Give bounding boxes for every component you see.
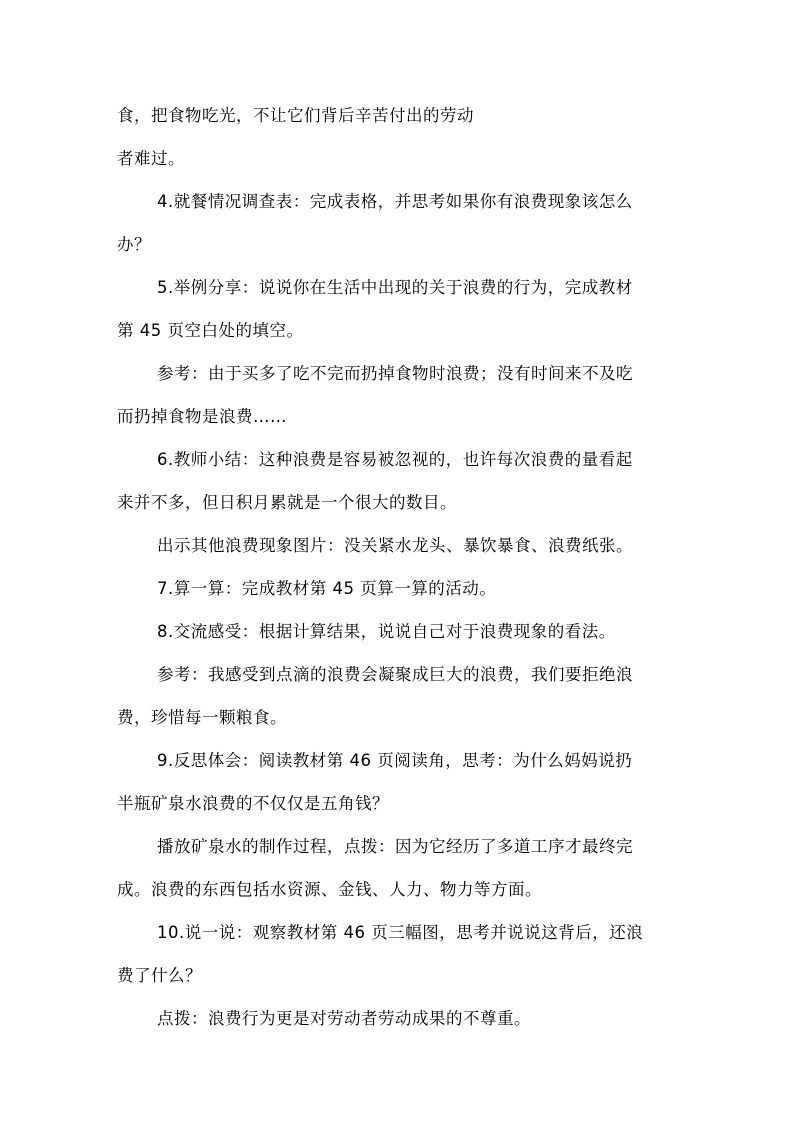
text-line-1: 食，把食物吃光，不让它们背后辛苦付出的劳动: [117, 106, 474, 125]
item-4-line-2: 办？: [117, 235, 151, 254]
video-hint-line-1: 播放矿泉水的制作过程，点拨：因为它经历了多道工序才最终完: [157, 837, 633, 856]
hint-line: 点拨：浪费行为更是对劳动者劳动成果的不尊重。: [157, 1009, 531, 1028]
item-6-line-2: 来并不多，但日积月累就是一个很大的数目。: [117, 493, 457, 512]
item-6-line-1: 6.教师小结：这种浪费是容易被忽视的，也许每次浪费的量看起: [157, 450, 633, 469]
item-7-line: 7.算一算：完成教材第 45 页算一算的活动。: [157, 579, 497, 598]
reference-2-line-2: 费，珍惜每一颗粮食。: [117, 708, 287, 727]
item-10-line-2: 费了什么？: [117, 966, 202, 985]
item-8-line: 8.交流感受：根据计算结果，说说自己对于浪费现象的看法。: [157, 622, 616, 641]
item-10-line-1: 10.说一说：观察教材第 46 页三幅图，思考并说说这背后，还浪: [157, 923, 644, 942]
text-line-2: 者难过。: [117, 149, 185, 168]
other-waste-images-line: 出示其他浪费现象图片：没关紧水龙头、暴饮暴食、浪费纸张。: [157, 536, 633, 555]
item-9-line-1: 9.反思体会：阅读教材第 46 页阅读角，思考：为什么妈妈说扔: [157, 751, 633, 770]
item-9-line-2: 半瓶矿泉水浪费的不仅仅是五角钱？: [117, 794, 389, 813]
item-4-line-1: 4.就餐情况调查表：完成表格，并思考如果你有浪费现象该怎么: [157, 192, 633, 211]
item-5-line-1: 5.举例分享：说说你在生活中出现的关于浪费的行为，完成教材: [157, 278, 633, 297]
reference-2-line-1: 参考：我感受到点滴的浪费会凝聚成巨大的浪费，我们要拒绝浪: [157, 665, 633, 684]
reference-1-line-1: 参考：由于买多了吃不完而扔掉食物时浪费；没有时间来不及吃: [157, 364, 633, 383]
video-hint-line-2: 成。浪费的东西包括水资源、金钱、人力、物力等方面。: [117, 880, 542, 899]
item-5-line-2: 第 45 页空白处的填空。: [117, 321, 304, 340]
reference-1-line-2: 而扔掉食物是浪费……: [117, 407, 287, 426]
